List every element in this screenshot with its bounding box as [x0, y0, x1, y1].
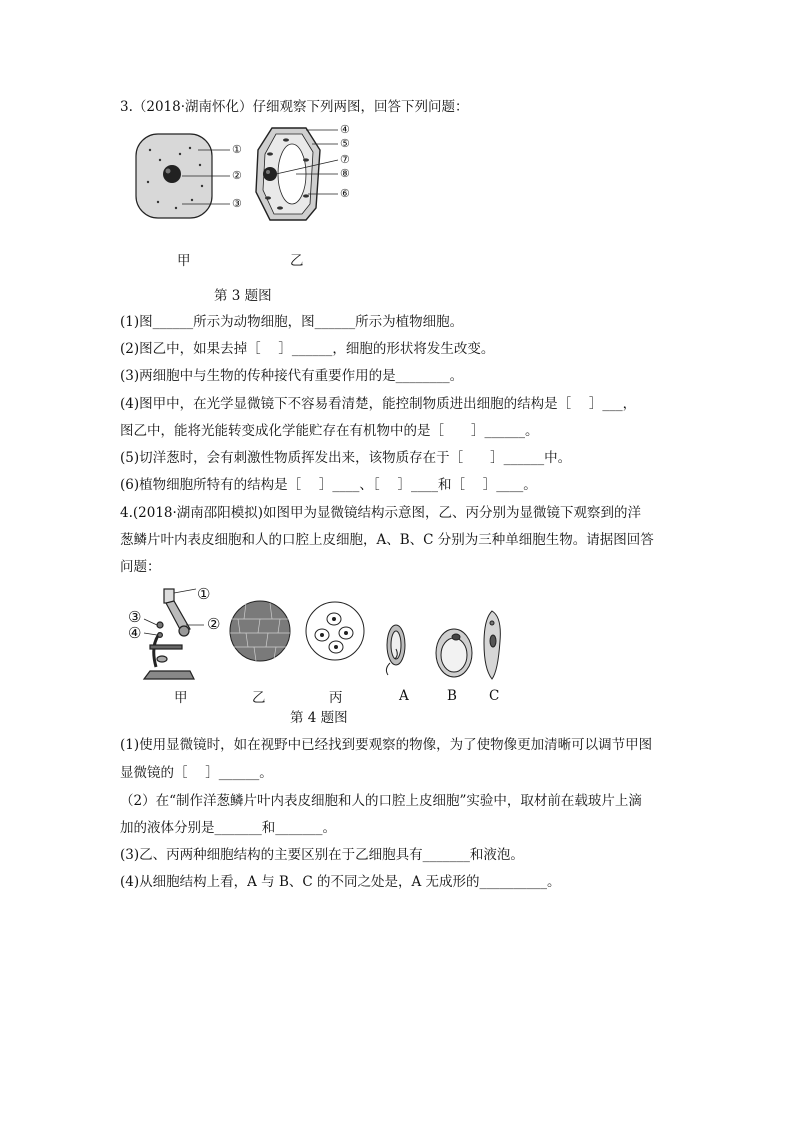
organism-b-diagram — [436, 629, 472, 677]
q3-item-3: (3)两细胞中与生物的传种接代有重要作用的是________。 — [120, 368, 464, 384]
q4-fig-label-jia: 甲 — [174, 690, 188, 706]
q3-label-6: ⑥ — [340, 187, 350, 200]
plant-cell-diagram — [256, 128, 338, 220]
q4-header-line-3: 问题： — [120, 559, 161, 575]
q4-item-3: (3)乙、丙两种细胞结构的主要区别在于乙细胞具有_______和液泡。 — [120, 847, 524, 863]
q3-caption: 第 3 题图 — [214, 288, 272, 304]
q4-fig-label-c: C — [489, 688, 500, 704]
q3-label-8: ⑧ — [340, 167, 350, 180]
q4-item-1-cont: 显微镜的［ ］______。 — [120, 765, 273, 781]
q3-item-1: (1)图______所示为动物细胞，图______所示为植物细胞。 — [120, 314, 464, 330]
q4-fig-label-b: B — [447, 688, 457, 704]
q4-microscope-label-2: ② — [207, 615, 221, 633]
q4-item-2: （2）在“制作洋葱鳞片叶内表皮细胞和人的口腔上皮细胞”实验中，取材前在载玻片上滴 — [120, 793, 642, 809]
onion-epidermis-diagram — [230, 601, 290, 661]
q4-header-line-2: 葱鳞片叶内表皮细胞和人的口腔上皮细胞，A、B、C 分别为三种单细胞生物。请据图回答 — [120, 532, 654, 548]
q3-label-1: ① — [232, 143, 242, 156]
q3-label-5: ⑤ — [340, 137, 350, 150]
q4-item-2-cont: 加的液体分别是_______和_______。 — [120, 820, 336, 836]
q4-microscope-label-4: ④ — [128, 624, 142, 642]
q4-fig-label-bing: 丙 — [329, 690, 343, 706]
q4-fig-label-a: A — [399, 688, 409, 704]
q3-item-2: (2)图乙中，如果去掉［ ］______，细胞的形状将发生改变。 — [120, 341, 495, 357]
q4-microscope-label-1: ① — [197, 585, 211, 603]
q4-figure — [120, 583, 520, 693]
q4-caption: 第 4 题图 — [290, 710, 348, 726]
q3-label-3: ③ — [232, 197, 242, 210]
q4-item-1: (1)使用显微镜时，如在视野中已经找到要观察的物像，为了使物像更加清晰可以调节甲图 — [120, 737, 653, 753]
q4-microscope-label-3: ③ — [128, 608, 142, 626]
animal-cell-diagram — [136, 134, 230, 218]
q3-label-7: ⑦ — [340, 153, 350, 166]
q3-header: 3.（2018·湖南怀化）仔细观察下列两图，回答下列问题： — [120, 99, 469, 115]
q4-item-4: (4)从细胞结构上看，A 与 B、C 的不同之处是，A 无成形的__________。 — [120, 874, 561, 890]
q3-fig-label-jia: 甲 — [177, 253, 191, 269]
organism-a-diagram — [386, 625, 405, 675]
q4-fig-label-yi: 乙 — [252, 690, 266, 706]
cheek-cells-diagram — [306, 602, 364, 660]
q3-item-5: (5)切洋葱时，会有刺激性物质挥发出来，该物质存在于［ ］______中。 — [120, 450, 572, 466]
organism-c-diagram — [484, 611, 500, 679]
q3-fig-label-yi: 乙 — [290, 253, 304, 269]
microscope-diagram — [144, 589, 204, 679]
q3-label-4: ④ — [340, 123, 350, 136]
q3-label-2: ② — [232, 169, 242, 182]
q3-item-6: (6)植物细胞所特有的结构是［ ］____、［ ］____和［ ］____。 — [120, 477, 537, 493]
q4-header-line-1: 4.(2018·湖南邵阳模拟)如图甲为显微镜结构示意图，乙、丙分别为显微镜下观察到的洋 — [120, 505, 642, 521]
q3-item-4: (4)图甲中，在光学显微镜下不容易看清楚，能控制物质进出细胞的结构是［ ］___， — [120, 396, 637, 412]
q3-item-4-cont: 图乙中，能将光能转变成化学能贮存在有机物中的是［ ］______。 — [120, 423, 539, 439]
